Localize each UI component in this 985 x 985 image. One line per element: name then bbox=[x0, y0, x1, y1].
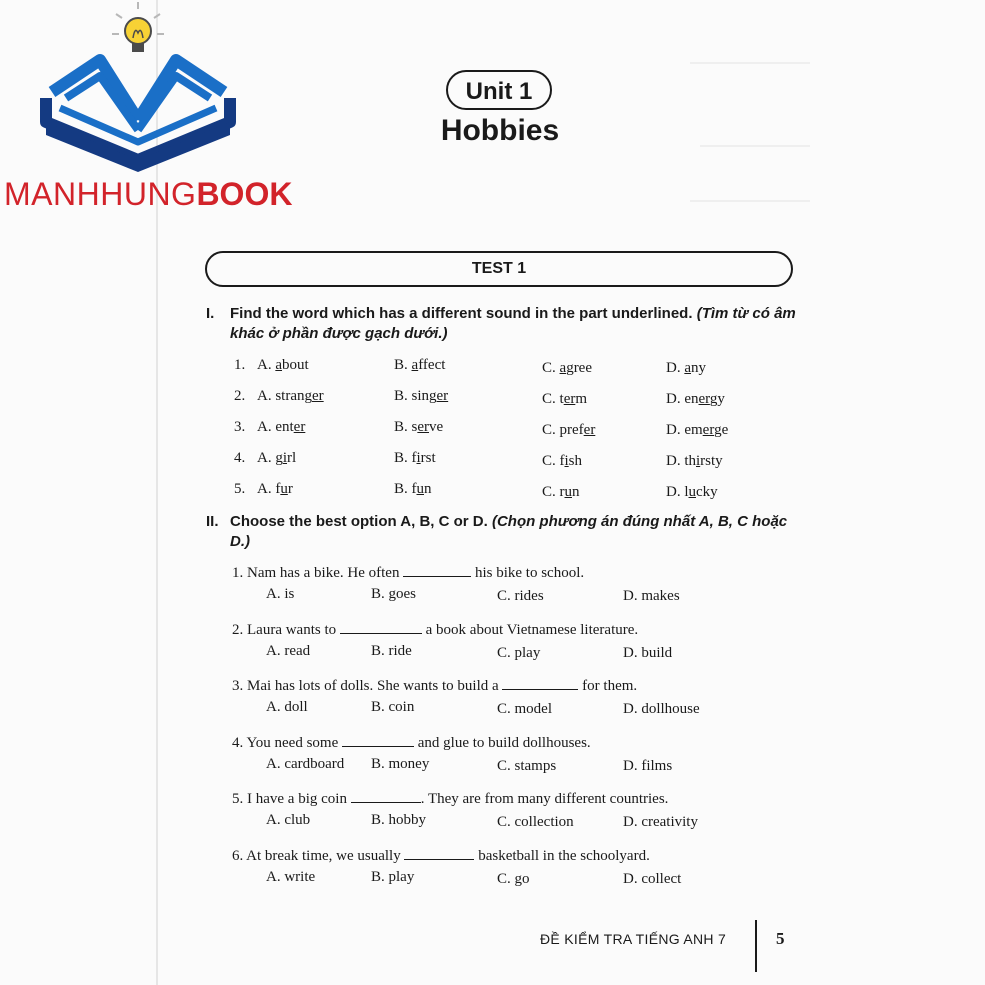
footer-divider bbox=[755, 920, 757, 972]
underlined-sound: u bbox=[416, 481, 424, 497]
underlined-sound: u bbox=[564, 484, 572, 500]
underlined-sound: i bbox=[416, 450, 421, 466]
answer-option: C. rides bbox=[497, 588, 544, 604]
answer-option: D. energy bbox=[666, 391, 725, 407]
book-title-footer: ĐỀ KIỂM TRA TIẾNG ANH 7 bbox=[540, 931, 727, 947]
show-through-line bbox=[700, 145, 810, 147]
underlined-sound: i bbox=[564, 453, 569, 469]
answer-option: D. any bbox=[666, 360, 707, 376]
question-stem: 3. Mai has lots of dolls. She wants to build a for them. bbox=[232, 675, 637, 695]
question-number: 1. bbox=[234, 357, 246, 373]
answer-option: C. prefer bbox=[542, 422, 596, 438]
answer-option: A. enter bbox=[257, 419, 306, 435]
answer-blank bbox=[404, 845, 474, 860]
answer-option: B. goes bbox=[371, 586, 416, 602]
answer-option: A. club bbox=[266, 812, 311, 828]
answer-blank bbox=[403, 562, 471, 577]
answer-option: B. serve bbox=[394, 419, 444, 435]
answer-option: B. first bbox=[394, 450, 436, 466]
answer-option: C. stamps bbox=[497, 757, 557, 774]
open-book-icon bbox=[0, 0, 290, 175]
brand-name bbox=[4, 176, 292, 213]
answer-option: D. collect bbox=[623, 870, 682, 887]
underlined-sound: er bbox=[293, 419, 306, 435]
answer-option: D. emerge bbox=[666, 422, 729, 438]
question-stem: 6. At break time, we usually basketball in the schoolyard. bbox=[232, 845, 650, 865]
brand-name-part2: BOOK bbox=[196, 176, 293, 212]
question-stem: 1. Nam has a bike. He often his bike to school. bbox=[232, 562, 584, 582]
show-through-line bbox=[690, 62, 810, 64]
answer-option: B. fun bbox=[394, 481, 432, 497]
test-heading: TEST 1 bbox=[205, 251, 793, 287]
answer-option: C. go bbox=[497, 870, 530, 887]
underlined-sound: u bbox=[688, 484, 696, 500]
answer-blank bbox=[340, 619, 422, 634]
underlined-sound: i bbox=[696, 453, 701, 469]
page-title: Hobbies bbox=[440, 114, 560, 147]
answer-option: B. affect bbox=[394, 357, 446, 373]
underlined-sound: a bbox=[559, 360, 567, 376]
section-instruction: Find the word which has a different sound in the part underlined. bbox=[230, 305, 693, 322]
answer-option: D. films bbox=[623, 757, 673, 774]
answer-option: C. fish bbox=[542, 453, 583, 469]
answer-option: A. stranger bbox=[257, 388, 324, 404]
section-1-heading bbox=[206, 304, 806, 344]
question-number: 5. bbox=[234, 481, 246, 497]
answer-option: A. about bbox=[257, 357, 309, 373]
underlined-sound: er bbox=[583, 422, 596, 438]
section-instruction-vietnamese: (Tìm từ có âm khác ở phần được gạch dưới.) bbox=[230, 305, 796, 342]
underlined-sound: er bbox=[417, 419, 429, 435]
underlined-sound: a bbox=[684, 360, 692, 376]
section-number: II. bbox=[206, 513, 219, 530]
question-number: 3. bbox=[234, 419, 246, 435]
answer-option: C. term bbox=[542, 391, 588, 407]
answer-option: B. play bbox=[371, 868, 415, 885]
answer-option: A. doll bbox=[266, 699, 308, 715]
lightbulb-icon bbox=[112, 2, 164, 52]
show-through-line bbox=[690, 200, 810, 202]
question-stem: 5. I have a big coin . They are from many different countries. bbox=[232, 788, 668, 808]
answer-option: D. lucky bbox=[666, 484, 718, 500]
underlined-sound: a bbox=[411, 357, 419, 373]
brand-logo bbox=[0, 0, 293, 220]
answer-option: A. cardboard bbox=[266, 755, 345, 772]
answer-option: D. dollhouse bbox=[623, 701, 700, 717]
answer-option: A. girl bbox=[257, 450, 297, 466]
underlined-sound: er bbox=[563, 391, 576, 407]
underlined-sound: a bbox=[275, 357, 283, 373]
question-number: 2. bbox=[234, 388, 246, 404]
answer-option: C. agree bbox=[542, 360, 592, 376]
underlined-sound: er bbox=[312, 388, 324, 404]
section-instruction-vietnamese: (Chọn phương án đúng nhất A, B, C hoặc D.) bbox=[230, 513, 788, 550]
answer-option: A. is bbox=[266, 586, 295, 602]
answer-option: C. collection bbox=[497, 814, 574, 830]
answer-option: D. makes bbox=[623, 588, 680, 604]
answer-option: A. read bbox=[266, 642, 311, 659]
answer-option: D. build bbox=[623, 644, 673, 661]
answer-option: C. model bbox=[497, 701, 552, 717]
underlined-sound: i bbox=[282, 450, 288, 466]
question-number: 4. bbox=[234, 450, 246, 466]
answer-option: C. play bbox=[497, 644, 541, 661]
answer-blank bbox=[351, 788, 421, 803]
answer-blank bbox=[342, 732, 414, 747]
question-stem: 4. You need some and glue to build dollhouses. bbox=[232, 732, 591, 752]
section-2-heading bbox=[206, 512, 806, 552]
answer-option: B. singer bbox=[394, 388, 449, 404]
underlined-sound: u bbox=[280, 481, 288, 497]
answer-option: B. hobby bbox=[371, 812, 427, 828]
answer-option: D. creativity bbox=[623, 814, 698, 830]
answer-option: B. ride bbox=[371, 642, 412, 659]
answer-option: C. run bbox=[542, 484, 580, 500]
section-number: I. bbox=[206, 305, 215, 322]
underlined-sound: er bbox=[436, 388, 449, 404]
question-stem: 2. Laura wants to a book about Vietnamese literature. bbox=[232, 619, 638, 639]
answer-option: A. write bbox=[266, 868, 316, 885]
answer-option: D. thirsty bbox=[666, 453, 723, 469]
section-instruction: Choose the best option A, B, C or D. bbox=[230, 513, 488, 530]
underlined-sound: er bbox=[702, 422, 715, 438]
answer-blank bbox=[502, 675, 578, 690]
brand-name-part1: MANHHUNG bbox=[4, 176, 197, 212]
answer-option: B. coin bbox=[371, 699, 415, 715]
unit-label: Unit 1 bbox=[446, 70, 552, 110]
answer-option: A. fur bbox=[257, 481, 293, 497]
underlined-sound: er bbox=[698, 391, 710, 407]
page-number: 5 bbox=[776, 929, 785, 948]
answer-option: B. money bbox=[371, 755, 430, 772]
